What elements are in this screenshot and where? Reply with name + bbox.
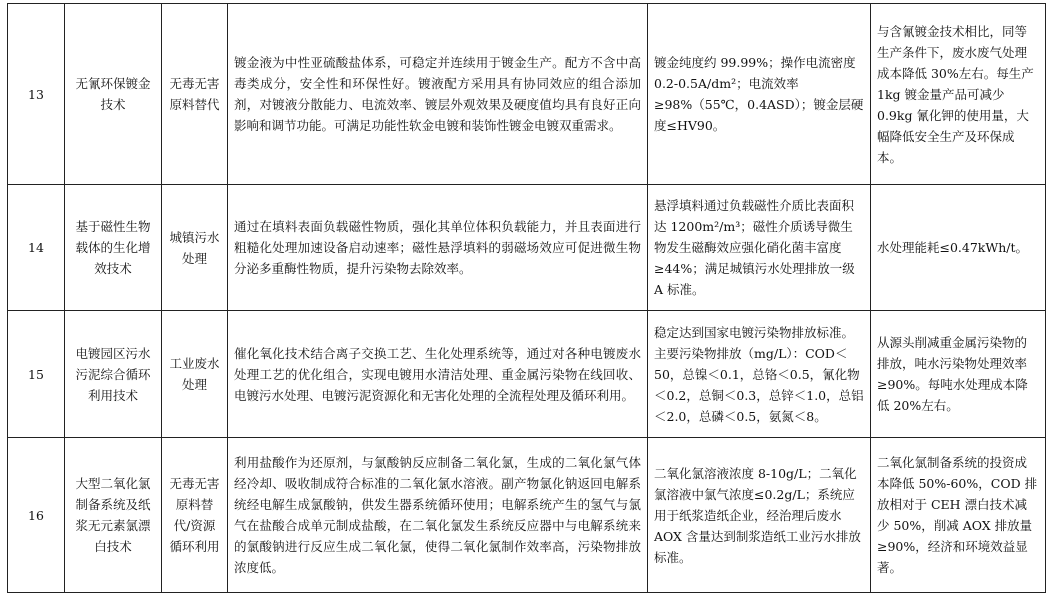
- technology-category: 城镇污水处理: [162, 185, 228, 311]
- technology-description: 催化氧化技术结合离子交换工艺、生化处理系统等，通过对各种电镀废水处理工艺的优化组合，实现电镀用水清洁处理、重金属污染物在线回收、电镀污水处理、电镀污泥资源化和无害化处理的全流程处理及循环利用。: [228, 311, 648, 438]
- row-number: 16: [8, 438, 65, 593]
- technology-indicators: 镀金纯度约 99.99%；操作电流密度 0.2-0.5A/dm²；电流效率≥98%（55℃，0.4ASD）；镀金层硬度≤HV90。: [648, 4, 871, 185]
- row-number: 13: [8, 4, 65, 185]
- table-row: [8, 185, 1046, 311]
- technology-indicators: 悬浮填料通过负载磁性介质比表面积达 1200m²/m³；磁性介质诱导微生物发生磁酶效应强化硝化菌丰富度≥44%；满足城镇污水处理排放一级 A 标准。: [648, 185, 871, 311]
- table-row: [8, 438, 1046, 593]
- technology-name: 无氰环保镀金技术: [65, 4, 162, 185]
- technology-description: 利用盐酸作为还原剂，与氯酸钠反应制备二氧化氯，生成的二氧化氯气体经冷却、吸收制成符合标准的二氧化氯水溶液。副产物氯化钠返回电解系统经电解生成氯酸钠，供发生器系统循环使用；电解系统产生的氢气与氯气在盐酸合成单元制成盐酸，在二氧化氯发生系统反应器中与电解系统来的氯酸钠进行反应生成二氧化氯，使得二氧化氯制作效率高，污染物排放浓度低。: [228, 438, 648, 593]
- technology-table: [7, 3, 1046, 593]
- technology-category: 无毒无害原料替代/资源循环利用: [162, 438, 228, 593]
- technology-benefits: 与含氰镀金技术相比，同等生产条件下，废水废气处理成本降低 30%左右。每生产 1kg 镀金量产品可减少 0.9kg 氰化钾的使用量，大幅降低安全生产及环保成本。: [871, 4, 1046, 185]
- technology-benefits: 二氧化氯制备系统的投资成本降低 50%-60%，COD 排放相对于 CEH 漂白技术减少 50%，削减 AOX 排放量≥90%，经济和环境效益显著。: [871, 438, 1046, 593]
- row-number: 14: [8, 185, 65, 311]
- technology-category: 工业废水处理: [162, 311, 228, 438]
- technology-indicators: 稳定达到国家电镀污染物排放标准。主要污染物排放（mg/L）：COD＜50，总镍＜0.1，总铬＜0.5，氰化物＜0.2，总铜＜0.3，总锌＜1.0，总铝＜2.0，总磷＜0.5，氨氮＜8。: [648, 311, 871, 438]
- technology-name: 电镀园区污水污泥综合循环利用技术: [65, 311, 162, 438]
- technology-description: 镀金液为中性亚硫酸盐体系，可稳定并连续用于镀金生产。配方不含中高毒类成分，安全性和环保性好。镀液配方采用具有协同效应的组合添加剂，对镀液分散能力、电流效率、镀层外观效果及硬度值均具有良好正向影响和调节功能。可满足功能性软金电镀和装饰性镀金电镀双重需求。: [228, 4, 648, 185]
- row-number: 15: [8, 311, 65, 438]
- technology-name: 基于磁性生物载体的生化增效技术: [65, 185, 162, 311]
- table-row: [8, 311, 1046, 438]
- table-row: [8, 4, 1046, 185]
- technology-benefits: 水处理能耗≤0.47kWh/t。: [871, 185, 1046, 311]
- technology-category: 无毒无害原料替代: [162, 4, 228, 185]
- technology-name: 大型二氧化氯制备系统及纸浆无元素氯漂白技术: [65, 438, 162, 593]
- technology-description: 通过在填料表面负载磁性物质，强化其单位体积负载能力，并且表面进行粗糙化处理加速设备启动速率；磁性悬浮填料的弱磁场效应可促进微生物分泌多重酶性物质，提升污染物去除效率。: [228, 185, 648, 311]
- technology-benefits: 从源头削减重金属污染物的排放，吨水污染物处理效率≥90%。每吨水处理成本降低 20%左右。: [871, 311, 1046, 438]
- technology-indicators: 二氧化氯溶液浓度 8-10g/L；二氧化氯溶液中氯气浓度≤0.2g/L；系统应用于纸浆造纸企业，经治理后废水 AOX 含量达到制浆造纸工业污水排放标准。: [648, 438, 871, 593]
